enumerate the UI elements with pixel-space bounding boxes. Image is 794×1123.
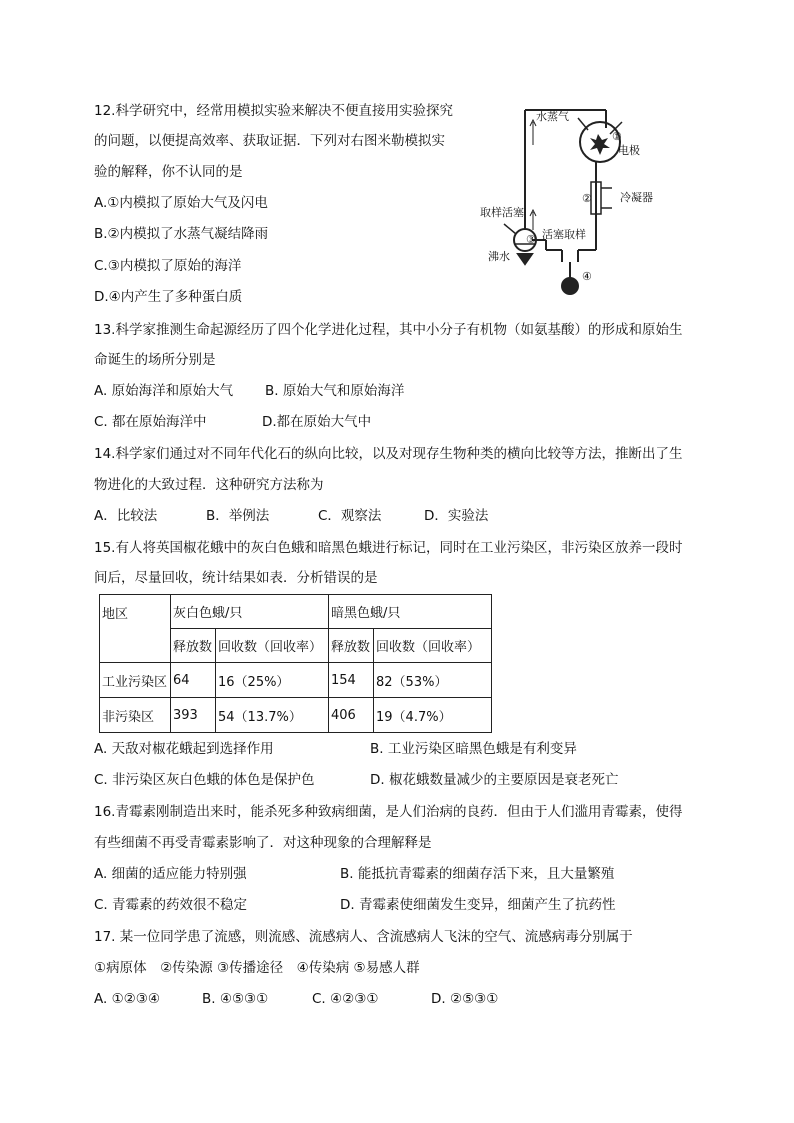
table-cell: 82（53%）	[374, 663, 492, 698]
q17-stem: 17. 某一位同学患了流感，则流感、流感病人、含流感病人飞沫的空气、流感病毒分别属于	[94, 929, 633, 945]
table-cell: 393	[171, 698, 216, 733]
q13-stem-line-2: 命诞生的场所分别是	[94, 352, 216, 368]
table-header-row	[100, 595, 492, 629]
miller-experiment-diagram	[478, 100, 653, 310]
label-n1: ①	[612, 131, 622, 143]
q16-option-d: D. 青霉素使细菌发生变异，细菌产生了抗药性	[340, 897, 616, 913]
q12-stem-line-2: 的问题，以便提高效率、获取证据．下列对右图米勒模拟实	[94, 133, 445, 149]
header-gray-recover: 回收数（回收率）	[216, 629, 329, 663]
q13-option-d: D.都在原始大气中	[262, 414, 372, 430]
table-row	[100, 663, 492, 698]
q16-option-a: A. 细菌的适应能力特别强	[94, 866, 247, 882]
table-cell: 16（25%）	[216, 663, 329, 698]
header-gray-moth: 灰白色蛾/只	[171, 595, 329, 629]
label-condenser: 冷凝器	[620, 192, 653, 204]
q17-option-c: C. ④②③①	[312, 991, 379, 1007]
table-cell: 非污染区	[100, 698, 171, 733]
table-row	[100, 698, 492, 733]
q14-option-b: B．举例法	[206, 508, 270, 524]
label-valve-sampling: 活塞取样	[542, 229, 586, 241]
q16-option-b: B. 能抵抗青霉素的细菌存活下来，且大量繁殖	[340, 866, 615, 882]
q15-option-b: B. 工业污染区暗黑色蛾是有利变异	[370, 741, 577, 757]
q12-option-b: B.②内模拟了水蒸气凝结降雨	[94, 226, 269, 242]
table-cell: 154	[329, 663, 374, 698]
header-dark-release: 释放数	[329, 629, 374, 663]
q12-stem-line-3: 验的解释，你不认同的是	[94, 164, 243, 180]
label-boiling-water: 沸水	[488, 251, 510, 263]
q17-option-b: B. ④⑤③①	[202, 991, 269, 1007]
q12-option-a: A.①内模拟了原始大气及闪电	[94, 195, 268, 211]
table-cell: 64	[171, 663, 216, 698]
table-cell: 工业污染区	[100, 663, 171, 698]
label-n2: ②	[582, 193, 592, 205]
q14-option-a: A．比较法	[94, 508, 158, 524]
table-cell: 19（4.7%）	[374, 698, 492, 733]
header-region: 地区	[100, 595, 171, 663]
q14-stem-line-2: 物进化的大致过程．这种研究方法称为	[94, 477, 324, 493]
q15-stem-line-2: 间后，尽量回收，统计结果如表．分析错误的是	[94, 570, 378, 586]
q12-option-c: C.③内模拟了原始的海洋	[94, 258, 242, 274]
table-cell: 54（13.7%）	[216, 698, 329, 733]
q15-stem-line-1: 15.有人将英国椒花蛾中的灰白色蛾和暗黑色蛾进行标记，同时在工业污染区，非污染区放养一段时	[94, 540, 683, 556]
header-gray-release: 释放数	[171, 629, 216, 663]
label-sampling-valve: 取样活塞	[480, 207, 524, 219]
q13-option-a: A. 原始海洋和原始大气	[94, 383, 234, 399]
q16-stem-line-1: 16.青霉素刚制造出来时，能杀死多种致病细菌，是人们治病的良药．但由于人们滥用青霉素，使得	[94, 804, 683, 820]
q14-option-d: D．实验法	[424, 508, 489, 524]
q12-stem-line-1: 12.科学研究中，经常用模拟实验来解决不便直接用实验探究	[94, 103, 453, 119]
q16-option-c: C. 青霉素的药效很不稳定	[94, 897, 248, 913]
label-n3: ③	[526, 234, 536, 246]
table-cell: 406	[329, 698, 374, 733]
q17-option-d: D. ②⑤③①	[431, 991, 499, 1007]
label-steam: 水蒸气	[536, 111, 569, 123]
q14-option-c: C．观察法	[318, 508, 382, 524]
q13-stem-line-1: 13.科学家推测生命起源经历了四个化学进化过程，其中小分子有机物（如氨基酸）的形成和原始生	[94, 322, 683, 338]
q17-choices: ①病原体 ②传染源 ③传播途径 ④传染病 ⑤易感人群	[94, 960, 420, 976]
q15-option-a: A. 天敌对椒花蛾起到选择作用	[94, 741, 274, 757]
q15-option-c: C. 非污染区灰白色蛾的体色是保护色	[94, 772, 315, 788]
q14-stem-line-1: 14.科学家们通过对不同年代化石的纵向比较，以及对现存生物种类的横向比较等方法，推断出了生	[94, 446, 683, 462]
label-n4: ④	[582, 271, 592, 283]
header-dark-recover: 回收数（回收率）	[374, 629, 492, 663]
q16-stem-line-2: 有些细菌不再受青霉素影响了．对这种现象的合理解释是	[94, 835, 432, 851]
moth-recapture-table	[99, 594, 492, 733]
header-dark-moth: 暗黑色蛾/只	[329, 595, 492, 629]
q15-option-d: D. 椒花蛾数量减少的主要原因是衰老死亡	[370, 772, 619, 788]
q13-option-b: B. 原始大气和原始海洋	[265, 383, 405, 399]
label-electrode: 电极	[618, 145, 640, 157]
q17-option-a: A. ①②③④	[94, 991, 160, 1007]
q13-option-c: C. 都在原始海洋中	[94, 414, 207, 430]
q12-option-d: D.④内产生了多种蛋白质	[94, 289, 243, 305]
